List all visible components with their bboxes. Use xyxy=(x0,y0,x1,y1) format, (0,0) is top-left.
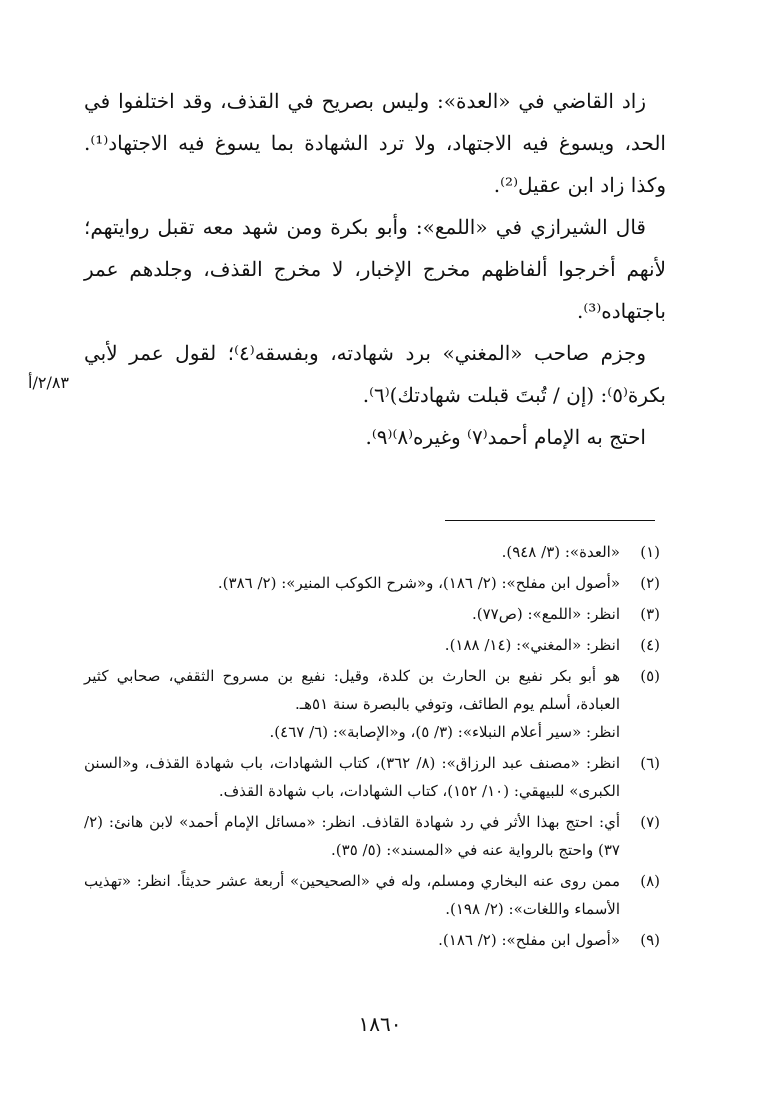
footnote-number: (٧) xyxy=(640,813,660,831)
footnote-body xyxy=(84,808,620,864)
footnote-number: (٤) xyxy=(640,636,660,654)
manuscript-folio-marker: ٢/٨٣/أ xyxy=(28,373,70,392)
footnotes xyxy=(84,538,660,957)
footnote-number: (٢) xyxy=(640,574,660,592)
footnote xyxy=(84,926,660,954)
footnote-line: انظر: «سير أعلام النبلاء»: (٣/ ٥)، و«الإصابة»: (٦/ ٤٦٧). xyxy=(269,723,620,741)
footnote-number: (٦) xyxy=(640,754,660,772)
main-text xyxy=(84,80,666,458)
footnote-body xyxy=(84,749,620,805)
footnote-body xyxy=(84,569,620,597)
footnote-line: «العدة»: (٣/ ٩٤٨). xyxy=(501,543,620,561)
footnote-line: «أصول ابن مفلح»: (٢/ ١٨٦)، و«شرح الكوكب المنير»: (٢/ ٣٨٦). xyxy=(217,574,620,592)
footnote-line: انظر: «مصنف عبد الرزاق»: (٨/ ٣٦٢)، كتاب الشهادات، باب شهادة القذف، و«السنن الكبرى» للبيهقي: (١٠/ ١٥٢)، كتاب الشهادات، باب شهادة القذف. xyxy=(84,754,620,800)
footnote xyxy=(84,569,660,597)
footnote-number: (١) xyxy=(640,543,660,561)
footnote-body xyxy=(84,867,620,923)
footnote-line: «أصول ابن مفلح»: (٢/ ١٨٦). xyxy=(438,931,620,949)
footnote-body xyxy=(84,631,620,659)
footnote xyxy=(84,867,660,923)
footnote xyxy=(84,538,660,566)
footnote-body xyxy=(84,662,620,746)
footnote xyxy=(84,662,660,746)
footnote xyxy=(84,749,660,805)
paragraph: احتج به الإمام أحمد⁽٧⁾ وغيره⁽٨⁾⁽٩⁾. xyxy=(365,425,646,449)
footnote-number: (٩) xyxy=(640,931,660,949)
footnote-body xyxy=(84,600,620,628)
footnote-line: ممن روى عنه البخاري ومسلم، وله في «الصحيحين» أربعة عشر حديثاً. انظر: «تهذيب الأسماء واللغات»: (٢/ ١٩٨). xyxy=(84,872,620,918)
footnote xyxy=(84,631,660,659)
footnote-line: أي: احتج بهذا الأثر في رد شهادة القاذف. انظر: «مسائل الإمام أحمد» لابن هانئ: (٢/ ٣٧) واحتج بالرواية عنه في «المسند»: (٥/ ٣٥). xyxy=(84,813,620,859)
footnote-number: (٥) xyxy=(640,667,660,685)
footnote-separator xyxy=(445,520,655,521)
footnote xyxy=(84,808,660,864)
footnote-line: هو أبو بكر نفيع بن الحارث بن كلدة، وقيل: نفيع بن مسروح الثقفي، صحابي كثير العبادة، أسلم يوم الطائف، وتوفي بالبصرة سنة ٥١هـ. xyxy=(84,667,620,713)
footnote-number: (٣) xyxy=(640,605,660,623)
footnote-body xyxy=(84,926,620,954)
paragraph: قال الشيرازي في «اللمع»: وأبو بكرة ومن شهد معه تقبل روايتهم؛ لأنهم أخرجوا ألفاظهم مخرج الإخبار، لا مخرج القذف، وجلدهم عمر باجتهاده⁽³⁾. xyxy=(84,215,667,323)
footnote-number: (٨) xyxy=(640,872,660,890)
page-number: ١٨٦٠ xyxy=(358,1012,402,1036)
footnote-line: انظر: «المغني»: (١٤/ ١٨٨). xyxy=(444,636,620,654)
footnote xyxy=(84,600,660,628)
footnote-line: انظر: «اللمع»: (ص٧٧). xyxy=(471,605,620,623)
footnote-body xyxy=(84,538,620,566)
paragraph: وجزم صاحب «المغني» برد شهادته، وبفسقه⁽٤⁾؛ لقول عمر لأبي بكرة⁽٥⁾: (إن / تُبتَ قبلت شهادتك)⁽٦⁾. xyxy=(84,341,666,407)
paragraph: زاد القاضي في «العدة»: وليس بصريح في القذف، وقد اختلفوا في الحد، ويسوغ فيه الاجتهاد، ولا ترد الشهادة بما يسوغ فيه الاجتهاد⁽¹⁾. وكذا زاد ابن عقيل⁽²⁾. xyxy=(84,89,666,197)
